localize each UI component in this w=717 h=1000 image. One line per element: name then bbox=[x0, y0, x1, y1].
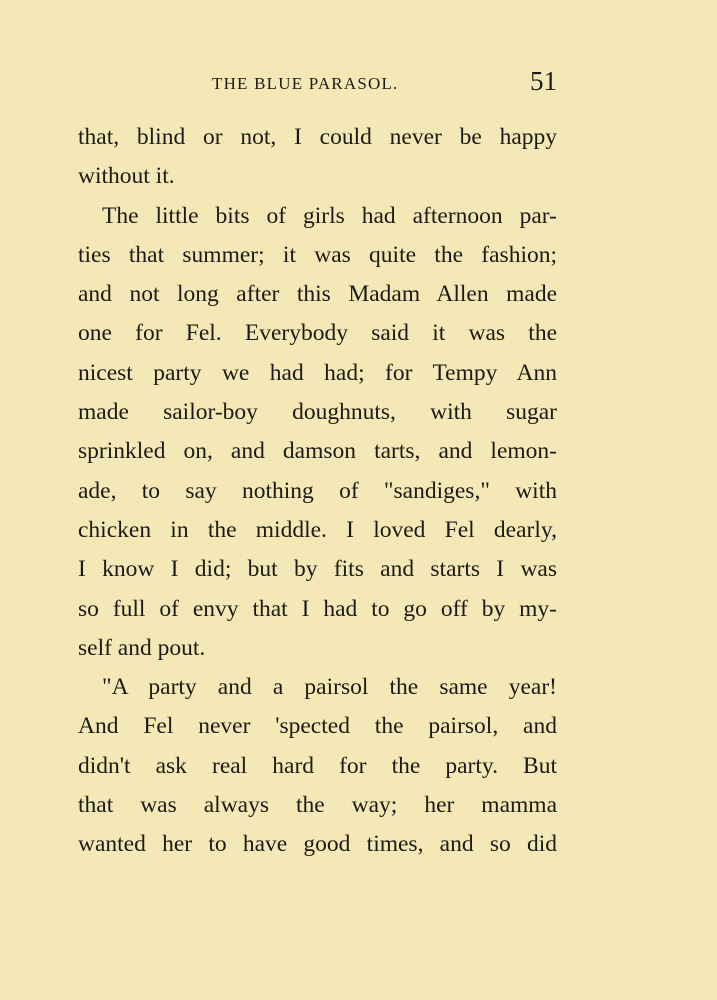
text-line: I know I did; but by fits and starts I was bbox=[78, 556, 557, 583]
text-line: didn't ask real hard for the party. But bbox=[78, 752, 557, 779]
text-line: wanted her to have good times, and so did bbox=[78, 831, 557, 858]
text-line: ade, to say nothing of "sandiges," with bbox=[78, 477, 557, 504]
text-line: nicest party we had had; for Tempy Ann bbox=[78, 359, 557, 386]
text-line: that was always the way; her mamma bbox=[78, 792, 557, 819]
running-title: THE BLUE PARASOL. bbox=[212, 74, 399, 93]
text-line: and not long after this Madam Allen made bbox=[78, 281, 557, 308]
text-line: made sailor-boy doughnuts, with sugar bbox=[78, 399, 557, 426]
text-line: self and pout. bbox=[78, 634, 206, 661]
text-line: that, blind or not, I could never be happy bbox=[78, 124, 557, 150]
page-number: 51 bbox=[530, 66, 557, 96]
text-line: And Fel never 'spected the pairsol, and bbox=[78, 713, 557, 740]
text-line: so full of envy that I had to go off by my- bbox=[78, 595, 557, 622]
text-line: one for Fel. Everybody said it was the bbox=[78, 320, 557, 347]
text-line: sprinkled on, and damson tarts, and lemon- bbox=[78, 438, 557, 465]
running-head bbox=[78, 66, 557, 102]
body-text bbox=[78, 118, 557, 865]
text-line: ties that summer; it was quite the fashion; bbox=[78, 241, 557, 268]
text-line: The little bits of girls had afternoon par- bbox=[102, 202, 557, 229]
text-line: without it. bbox=[78, 163, 175, 190]
text-line: chicken in the middle. I loved Fel dearly, bbox=[78, 516, 557, 543]
text-line: "A party and a pairsol the same year! bbox=[102, 674, 557, 701]
